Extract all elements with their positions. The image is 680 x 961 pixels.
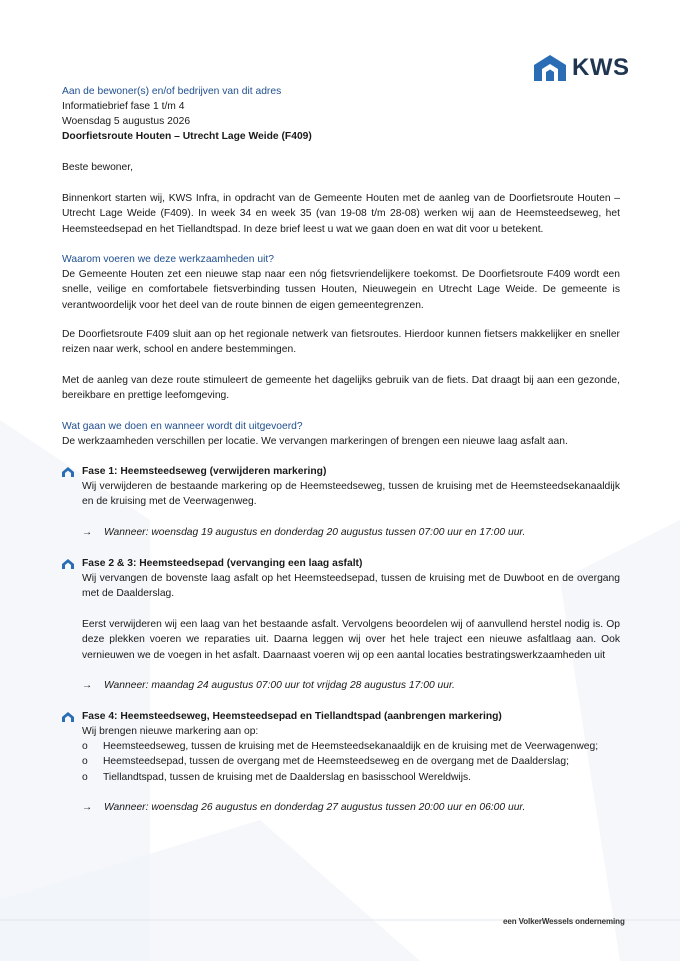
- section2-heading: Wat gaan we doen en wanneer wordt dit uitgevoerd?: [62, 421, 303, 432]
- arrow-right-icon: →: [82, 680, 93, 691]
- fase4-intro: Wij brengen nieuwe markering aan op:: [82, 726, 259, 737]
- fase1-heading: [62, 464, 620, 479]
- intro-paragraph: Binnenkort starten wij, KWS Infra, in opdracht van de Gemeente Houten met de aanleg van de Doorfietsroute Houten – Utrecht Lage Weide (F409). In week 34 en week 35 (van 19-08 t/m 28-08) werken wij aan de Heemsteedseweg, het Heemsteedsepad en het Tiellandtspad. In deze brief leest u wat we gaan doen en wat dit voor u betekent.: [62, 193, 620, 235]
- fase4-location-list: [82, 739, 620, 785]
- arrow-right-icon: →: [82, 802, 93, 813]
- salutation: Beste bewoner,: [62, 162, 133, 173]
- section1-paragraph-3: Met de aanleg van deze route stimuleert de gemeente het dagelijks gebruik van de fiets. Dat draagt bij aan een gezonde, bereikbare en prettige leefomgeving.: [62, 375, 620, 402]
- letter-type: Informatiebrief fase 1 t/m 4: [62, 101, 185, 112]
- section1-heading: Waarom voeren we deze werkzaamheden uit?: [62, 254, 274, 265]
- bullet-icon: o: [82, 741, 88, 752]
- section2-paragraph: De werkzaamheden verschillen per locatie. We vervangen markeringen of brengen een nieuwe laag asfalt aan.: [62, 436, 568, 447]
- fase4-when-text: Wanneer: woensdag 26 augustus en donderdag 27 augustus tussen 20:00 uur en 06:00 uur.: [104, 802, 526, 813]
- fase23-title: Fase 2 & 3: Heemsteedsepad (vervanging een laag asfalt): [82, 558, 363, 569]
- fase23-when-text: Wanneer: maandag 24 augustus 07:00 uur tot vrijdag 28 augustus 17:00 uur.: [104, 680, 455, 691]
- fase1-when: [82, 525, 620, 540]
- kws-logo: [532, 52, 632, 84]
- kws-logo-icon: [532, 53, 568, 83]
- list-item-text: Tiellandtspad, tussen de kruising met de Daalderslag en basisschool Wereldwijs.: [103, 771, 472, 783]
- logo-text: KWS: [572, 54, 630, 82]
- section1-paragraph-2: De Doorfietsroute F409 sluit aan op het regionale netwerk van fietsroutes. Hierdoor kunnen fietsers makkelijker en sneller reizen naar werk, school en andere bestemmingen.: [62, 329, 620, 356]
- list-item-text: Heemsteedseweg, tussen de kruising met de Heemsteedsekanaaldijk en de kruising met de Veerwagenweg;: [103, 741, 599, 752]
- kws-chevron-icon: [62, 467, 74, 477]
- bullet-icon: o: [82, 756, 88, 768]
- arrow-right-icon: →: [82, 527, 93, 538]
- kws-chevron-icon: [62, 712, 74, 722]
- fase4-heading: [62, 709, 620, 724]
- addressee: Aan de bewoner(s) en/of bedrijven van dit adres: [62, 86, 282, 97]
- fase23-text-2: Eerst verwijderen wij een laag van het bestaande asfalt. Vervolgens beoordelen wij of aanvullend herstel nodig is. Op deze plekken voeren we reparaties uit. Daarna leggen wij over het hele traject een nieuwe asfaltlaag aan. Ook vernieuwen we de voegen in het asfalt. Daarnaast voeren wij op een aantal locaties bestratingswerkzaamheden uit: [82, 619, 620, 661]
- letter-subject: Doorfietsroute Houten – Utrecht Lage Weide (F409): [62, 131, 312, 142]
- list-item: [82, 739, 620, 754]
- section1-paragraph-1: De Gemeente Houten zet een nieuwe stap naar een nóg fietsvriendelijkere toekomst. De Doorfietsroute F409 wordt een snelle, veilige en comfortabele fietsverbinding tussen Houten, Nieuwegein en Utrecht Lage Weide. De gemeente is verantwoordelijk voor het deel van de route binnen de eigen gemeentegrenzen.: [62, 269, 620, 311]
- fase23-when: [82, 678, 620, 693]
- fase23-text-1: Wij vervangen de bovenste laag asfalt op het Heemsteedsepad, tussen de kruising met de Duwboot en de overgang met de Daalderslag.: [82, 573, 620, 600]
- fase4-when: [82, 800, 620, 815]
- footer-tagline: een VolkerWessels onderneming: [503, 917, 625, 926]
- fase1-when-text: Wanneer: woensdag 19 augustus en donderdag 20 augustus tussen 07:00 uur en 17:00 uur.: [104, 527, 526, 538]
- bullet-icon: o: [82, 771, 88, 783]
- fase1-text: Wij verwijderen de bestaande markering op de Heemsteedseweg, tussen de kruising met de Heemsteedsekanaaldijk en de kruising met de Veerwagenweg.: [82, 481, 620, 508]
- kws-chevron-icon: [62, 559, 74, 569]
- list-item: [82, 754, 620, 769]
- fase1-title: Fase 1: Heemsteedseweg (verwijderen markering): [82, 466, 327, 477]
- list-item: [82, 770, 620, 785]
- letter-date: Woensdag 5 augustus 2026: [62, 116, 191, 127]
- fase4-title: Fase 4: Heemsteedseweg, Heemsteedsepad en Tiellandtspad (aanbrengen markering): [82, 711, 502, 722]
- list-item-text: Heemsteedsepad, tussen de overgang met de Heemsteedseweg en de overgang met de Daalderslag;: [103, 756, 569, 768]
- fase23-heading: [62, 556, 620, 571]
